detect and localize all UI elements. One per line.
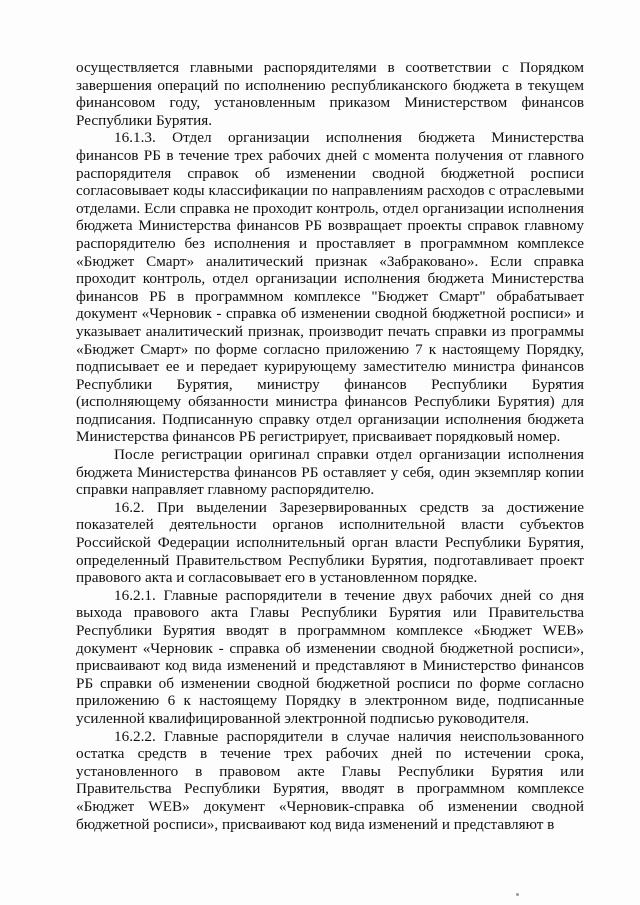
document-body bbox=[76, 59, 584, 833]
paragraph-continuation: осуществляется главными распорядителями в соответствии с Порядком завершения операций по исполнению республиканского бюджета в текущем финансовом году, установленным приказом Министерством финансов Республики Бурятия. bbox=[76, 59, 584, 129]
scan-speck bbox=[516, 893, 519, 896]
paragraph-16-1-3: 16.1.3. Отдел организации исполнения бюджета Министерства финансов РБ в течение трех рабочих дней с момента получения от главного распорядителя справок об изменении сводной бюджетной росписи согласовывает коды классификации по направлениям расходов с отраслевыми отделами. Если справка не проходит контроль, отдел организации исполнения бюджета Министерства финансов РБ возвращает проекты справок главному распорядителю без исполнения и проставляет в программном комплексе «Бюджет Смарт» аналитический признак «Забраковано». Если справка проходит контроль, отдел организации исполнения бюджета Министерства финансов РБ в программном комплексе "Бюджет Смарт" обрабатывает документ «Черновик - справка об изменении сводной бюджетной росписи» и указывает аналитический признак, производит печать справки из программы «Бюджет Смарт» по форме согласно приложению 7 к настоящему Порядку, подписывает ее и передает курирующему заместителю министра финансов Республики Бурятия, министру финансов Республики Бурятия (исполняющему обязанности министра финансов Республики Бурятия) для подписания. Подписанную справку отдел организации исполнения бюджета Министерства финансов РБ регистрирует, присваивает порядковый номер. bbox=[76, 129, 584, 446]
paragraph-16-2-2: 16.2.2. Главные распорядители в случае наличия неиспользованного остатка средств в течение трех рабочих дней по истечении срока, установленного в правовом акте Главы Республики Бурятия или Правительства Республики Бурятия, вводят в программном комплексе «Бюджет WEB» документ «Черновик-справка об изменении сводной бюджетной росписи», присваивают код вида изменений и представляют в bbox=[76, 727, 584, 833]
paragraph-16-2-1: 16.2.1. Главные распорядители в течение двух рабочих дней со дня выхода правового акта Главы Республики Бурятия или Правительства Республики Бурятия вводят в программном комплексе «Бюджет WEB» документ «Черновик - справка об изменении сводной бюджетной росписи», присваивают код вида изменений и представляют в Министерство финансов РБ справки об изменении сводной бюджетной росписи по форме согласно приложению 6 к настоящему Порядку в электронном виде, подписанные усиленной квалифицированной электронной подписью руководителя. bbox=[76, 586, 584, 727]
paragraph-after-registration: После регистрации оригинал справки отдел организации исполнения бюджета Министерства финансов РБ оставляет у себя, один экземпляр копии справки направляет главному распорядителю. bbox=[76, 446, 584, 499]
paragraph-16-2: 16.2. При выделении Зарезервированных средств за достижение показателей деятельности органов исполнительной власти субъектов Российской Федерации исполнительный орган власти Республики Бурятия, определенный Правительством Республики Бурятия, подготавливает проект правового акта и согласовывает его в установленном порядке. bbox=[76, 498, 584, 587]
